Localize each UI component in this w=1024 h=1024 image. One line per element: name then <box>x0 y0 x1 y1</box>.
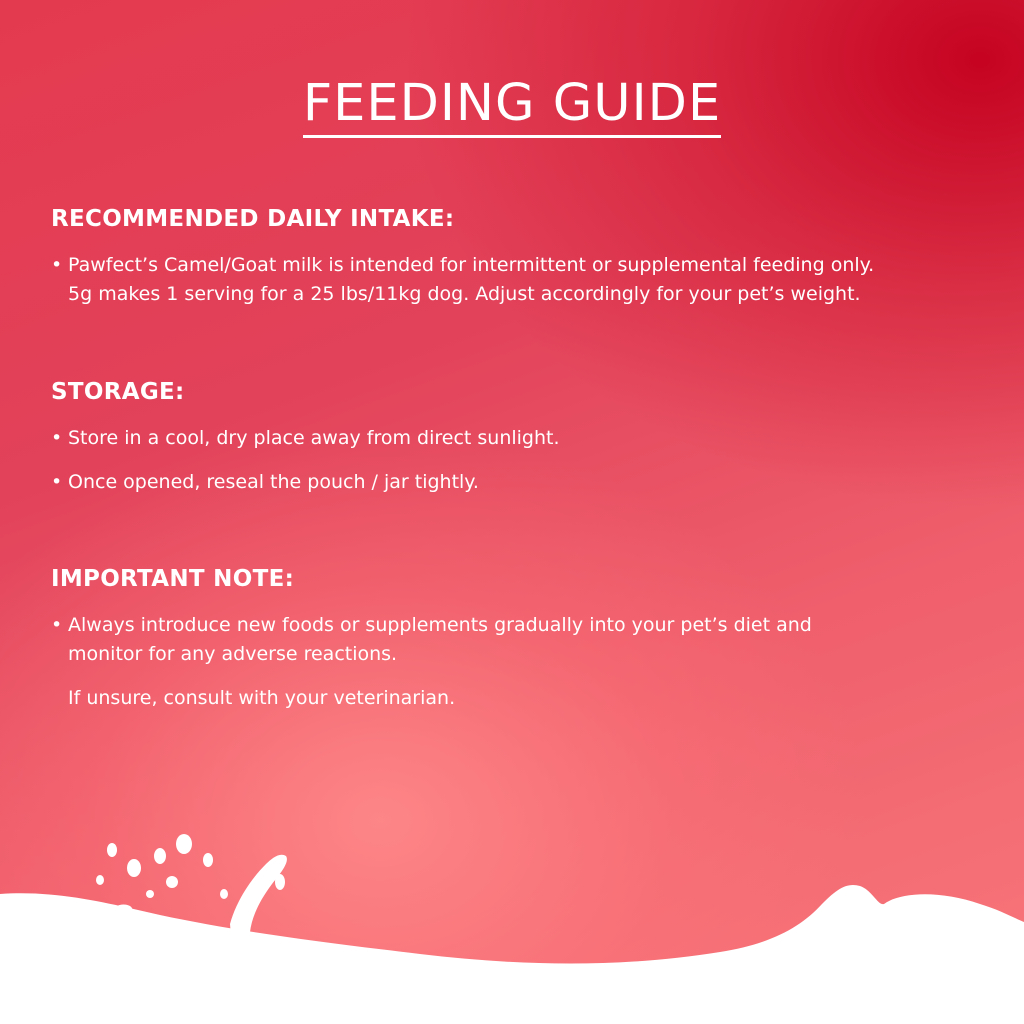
milk-drop <box>127 859 141 877</box>
milk-splash-icon <box>0 820 1024 1024</box>
veterinarian-note: If unsure, consult with your veterinarian. <box>68 687 456 709</box>
milk-drop <box>146 890 154 898</box>
milk-drop <box>96 875 104 885</box>
milk-drop <box>166 876 178 888</box>
milk-drop <box>220 889 228 899</box>
bullet-line: Always introduce new foods or supplements gradually into your pet’s diet and <box>68 614 812 636</box>
bullet-marker: • <box>51 614 63 636</box>
section-heading: RECOMMENDED DAILY INTAKE: <box>51 206 455 232</box>
bullet-line: Once opened, reseal the pouch / jar tightly. <box>68 471 479 493</box>
bullet-line: monitor for any adverse reactions. <box>68 643 398 665</box>
bullet-line: Pawfect’s Camel/Goat milk is intended for intermittent or supplemental feeding only. <box>68 254 875 276</box>
section-heading: STORAGE: <box>51 379 185 405</box>
milk-drop <box>154 848 166 864</box>
page-title <box>0 74 1024 138</box>
milk-drop <box>203 853 213 867</box>
bullet-item <box>51 468 991 497</box>
page-title-text: FEEDING GUIDE <box>303 78 721 138</box>
milk-drop <box>275 874 285 890</box>
milk-drop <box>176 834 192 854</box>
section-recommended-daily-intake <box>51 208 991 324</box>
section-important-note <box>51 568 991 713</box>
bullet-marker: • <box>51 427 63 449</box>
bullet-item <box>51 424 991 453</box>
bullet-item <box>51 611 991 669</box>
milk-drop <box>107 843 117 857</box>
bullet-item <box>51 251 991 309</box>
bullet-line: Store in a cool, dry place away from direct sunlight. <box>68 427 560 449</box>
bullet-line: 5g makes 1 serving for a 25 lbs/11kg dog. Adjust accordingly for your pet’s weight. <box>68 283 861 305</box>
section-heading: IMPORTANT NOTE: <box>51 566 295 592</box>
bullet-marker: • <box>51 471 63 493</box>
bullet-marker: • <box>51 254 63 276</box>
section-storage <box>51 381 991 512</box>
